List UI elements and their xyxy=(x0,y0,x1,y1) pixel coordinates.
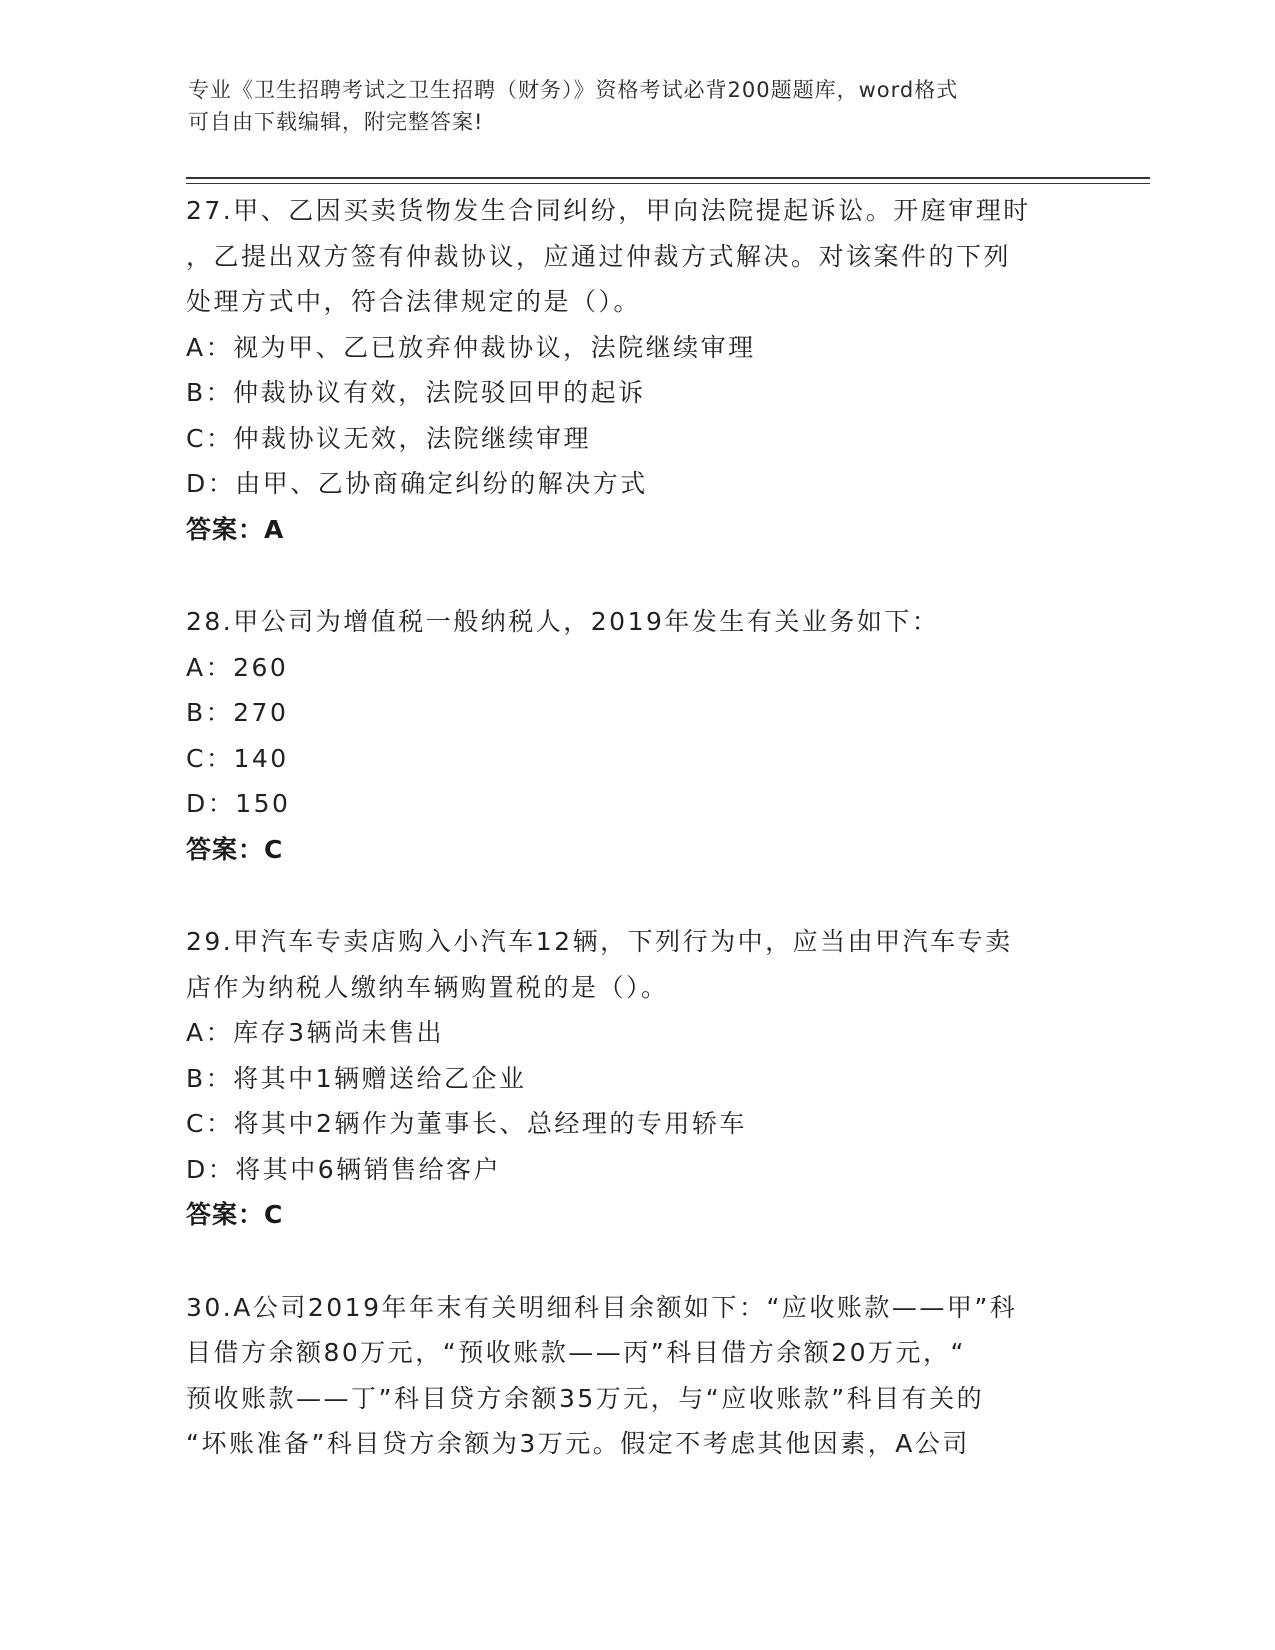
option-c: C：140 xyxy=(186,743,289,773)
option-a: A：260 xyxy=(186,652,289,682)
question-stem-line: ，乙提出双方签有仲裁协议，应通过仲裁方式解决。对该案件的下列 xyxy=(186,241,1012,271)
question-stem-line: 27.甲、乙因买卖货物发生合同纠纷，甲向法院提起诉讼。开庭审理时 xyxy=(186,196,1031,225)
question-27 xyxy=(186,188,1086,552)
document-header xyxy=(188,74,1068,138)
question-29 xyxy=(186,919,1086,1238)
question-stem-line: 店作为纳税人缴纳车辆购置税的是（）。 xyxy=(186,972,669,1002)
option-a: A：库存3辆尚未售出 xyxy=(186,1018,445,1047)
option-b: B：仲裁协议有效，法院驳回甲的起诉 xyxy=(186,378,646,407)
option-d: D：150 xyxy=(186,789,291,818)
header-line-1: 专业《卫生招聘考试之卫生招聘（财务）》资格考试必背200题题库，word格式 xyxy=(188,78,959,102)
question-stem-line: 29.甲汽车专卖店购入小汽车12辆，下列行为中，应当由甲汽车专卖 xyxy=(186,927,1013,956)
header-divider-thin xyxy=(186,183,1150,184)
answer-label: 答案：C xyxy=(186,834,284,864)
question-stem-line: 28.甲公司为增值税一般纳税人，2019年发生有关业务如下： xyxy=(186,607,940,636)
question-stem-line: “坏账准备”科目贷方余额为3万元。假定不考虑其他因素，A公司 xyxy=(186,1429,970,1458)
option-b: B：将其中1辆赠送给乙企业 xyxy=(186,1063,527,1093)
question-stem-line: 处理方式中，符合法律规定的是（）。 xyxy=(186,287,642,316)
question-28 xyxy=(186,599,1086,872)
question-list xyxy=(186,188,1086,1514)
answer-label: 答案：A xyxy=(186,514,285,544)
option-a: A：视为甲、乙已放弃仲裁协议，法院继续审理 xyxy=(186,332,756,362)
option-b: B：270 xyxy=(186,698,289,727)
question-stem-line: 30.A公司2019年年末有关明细科目余额如下：“应收账款——甲”科 xyxy=(186,1292,1018,1322)
question-30 xyxy=(186,1285,1086,1467)
option-d: D：将其中6辆销售给客户 xyxy=(186,1154,502,1184)
question-stem-line: 预收账款——丁”科目贷方余额35万元，与“应收账款”科目有关的 xyxy=(186,1383,985,1413)
option-d: D：由甲、乙协商确定纠纷的解决方式 xyxy=(186,469,648,498)
option-c: C：仲裁协议无效，法院继续审理 xyxy=(186,423,591,453)
answer-label: 答案：C xyxy=(186,1200,284,1229)
header-line-2: 可自由下载编辑，附完整答案! xyxy=(188,110,484,134)
option-c: C：将其中2辆作为董事长、总经理的专用轿车 xyxy=(186,1109,747,1138)
question-stem-line: 目借方余额80万元，“预收账款——丙”科目借方余额20万元，“ xyxy=(186,1338,966,1367)
header-divider-thick xyxy=(186,177,1150,179)
